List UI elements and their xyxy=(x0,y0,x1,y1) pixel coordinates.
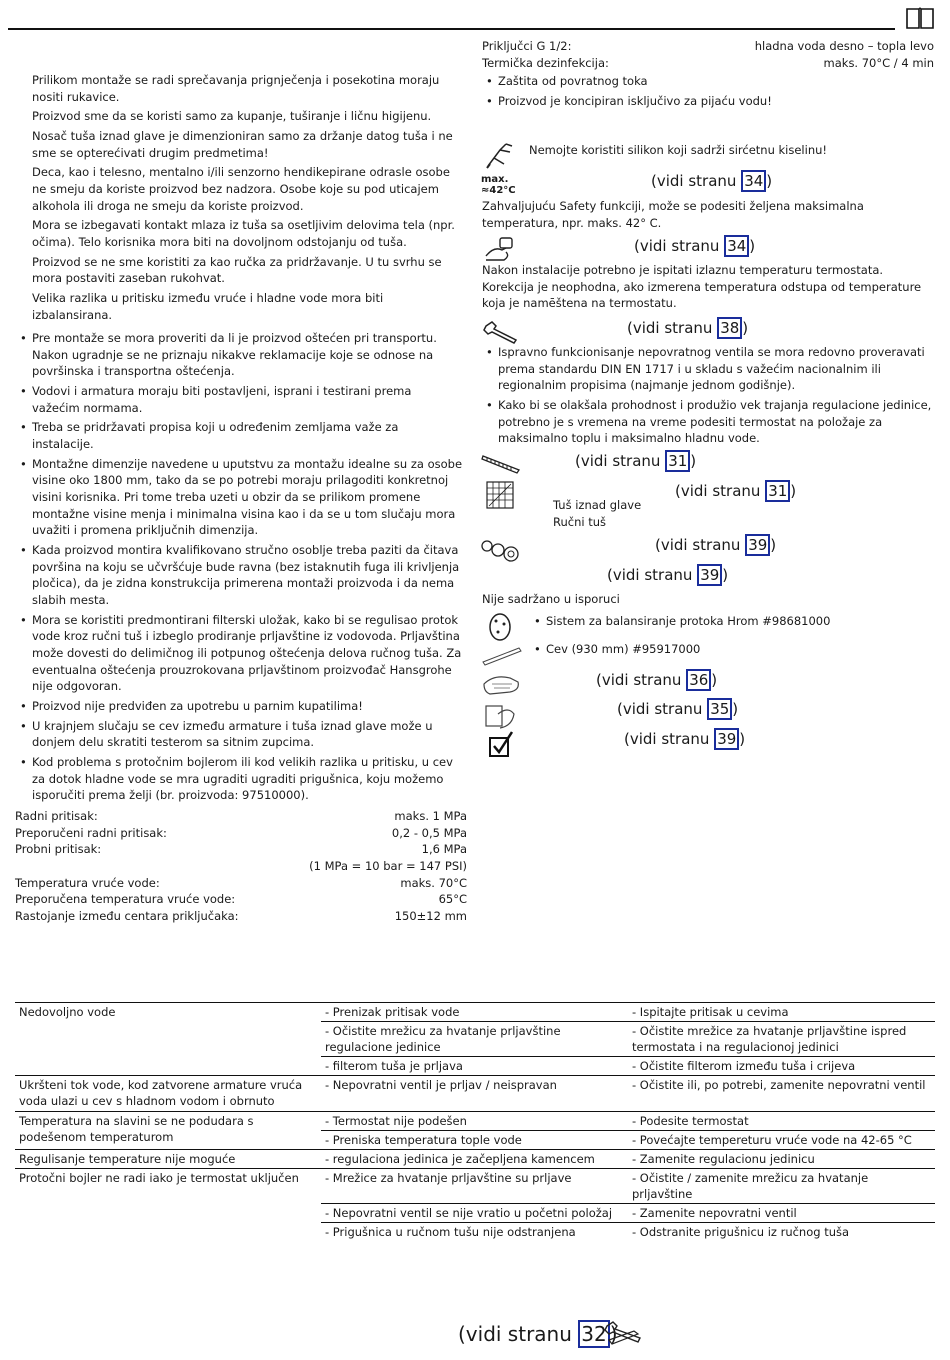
remedy-cell: - Povećajte tempereturu vruće vode na 42-65 °C xyxy=(628,1130,935,1149)
page-ref[interactable]: (vidi stranu 31 ) xyxy=(575,452,697,470)
tech-row xyxy=(15,841,467,858)
max-temp-icon xyxy=(481,175,516,196)
problem-cell: Ukršteni tok vode, kod zatvorene armature vruća voda ulazi u cev s hladnom vodom i obrnuto xyxy=(15,1076,321,1111)
tech-row xyxy=(15,825,467,842)
accessory-list xyxy=(530,613,930,633)
pipe-icon xyxy=(481,646,523,666)
list-item: • Kako bi se olakšala prohodnost i produžio vek trajanja regulacione jedinice, potrebno je s vremena na vreme podesiti termostat na položaje za maksimalno toplu i maksimalno hladnu vode. xyxy=(482,397,934,447)
tech-value: maks. 1 MPa xyxy=(394,809,467,823)
cause-cell: - Termostat nije podešen xyxy=(321,1111,628,1130)
page-ref-number[interactable]: 38 xyxy=(717,317,742,339)
max-icon-temp: ≈42°C xyxy=(481,184,516,196)
problem-cell: Regulisanje temperature nije moguće xyxy=(15,1149,321,1168)
cleaning-hand-icon xyxy=(482,670,522,698)
cause-cell: - Mrežice za hvatanje prljavštine su prljave xyxy=(321,1168,628,1203)
disinfection-value: maks. 70°C / 4 min xyxy=(823,55,934,70)
cause-cell: - filterom tuša je prljava xyxy=(321,1057,628,1076)
tech-row xyxy=(15,808,467,825)
tech-value: 150±12 mm xyxy=(394,909,467,924)
remedy-cell: - Očistite ili, po potrebi, zamenite nepovratni ventil xyxy=(628,1076,935,1111)
connections xyxy=(482,38,934,113)
tech-label: Preporučeni radni pritisak: xyxy=(15,825,167,840)
page-ref[interactable]: (vidi stranu 38 ) xyxy=(627,319,749,337)
page-ref[interactable]: (vidi stranu 39 ) xyxy=(607,566,729,584)
page-ref[interactable]: (vidi stranu 34 ) xyxy=(651,172,773,190)
installation-notes xyxy=(16,330,462,807)
list-item: • Proizvod nije predviđen za upotrebu u parnim kupatilima! xyxy=(16,698,462,715)
table-row xyxy=(15,1168,935,1203)
list-item: • Treba se pridržavati propisa koji u određenim zemljama važe za instalacije. xyxy=(16,419,462,452)
technical-data xyxy=(15,808,467,925)
remedy-cell: - Zamenite regulacionu jedinicu xyxy=(628,1149,935,1168)
note: Deca, kao i telesno, mentalno i/ili senzorno hendikepirane odrasle osobe ne smeju da koriste proizvod bez nadzora. Osobe koje su pod uticajem alkohola ili droga ne smeju da koriste proizvod. xyxy=(32,165,450,213)
list-item: • Ispravno funkcionisanje nepovratnog ventila se mora redovno proveravati prema standardu DIN EN 1717 i u skladu s važećim nacionalnim ili regionalnim propisima (najmanje jednom godišnje). xyxy=(482,344,934,394)
header-rule xyxy=(8,28,895,30)
list-item: • Zaštita od povratnog toka xyxy=(482,73,934,90)
page-ref[interactable]: (vidi stranu 35 ) xyxy=(617,700,739,718)
list-item: • Kod problema s protočnim bojlerom ili kod velikih razlika u pritisku, u cev za dotok hladne vode se mra ugraditi ugraditi prigušnica, koju možemo isporučiti prema želji (br. proizvoda: 97510000). xyxy=(16,754,462,804)
tech-row xyxy=(15,891,467,908)
conn-label: Priključci G 1/2: xyxy=(482,39,572,53)
tech-row xyxy=(15,858,467,875)
page-ref[interactable]: (vidi stranu 31 ) xyxy=(675,482,797,500)
page-ref[interactable]: (vidi stranu 32 ) xyxy=(458,1322,618,1346)
wrench-icon xyxy=(482,320,520,344)
page-ref[interactable]: (vidi stranu 39 ) xyxy=(655,536,777,554)
remedy-cell: - Zamenite nepovratni ventil xyxy=(628,1204,935,1223)
table-row xyxy=(15,1076,935,1111)
not-included-heading: Nije sadržano u isporuci xyxy=(482,592,620,606)
book-icon xyxy=(905,6,935,30)
page-ref-number[interactable]: 31 xyxy=(765,480,790,502)
note: Prilikom montaže se radi sprečavanja prignječenja i posekotina moraju nositi rukavice. xyxy=(32,73,440,104)
remedy-cell: - Očistite / zamenite mrežicu za hvatanje prljavštine xyxy=(628,1168,935,1203)
note: Mora se izbegavati kontakt mlaza iz tuša sa osetljivim delovima tela (npr. očima). Telo korisnika mora biti na dovoljnom odstojanju od tuša. xyxy=(32,218,455,250)
list-item: • Proizvod je koncipiran isključivo za pijaću vodu! xyxy=(482,93,934,110)
tech-value: (1 MPa = 10 bar = 147 PSI) xyxy=(309,859,467,874)
list-item: • Montažne dimenzije navedene u uputstvu za montažu idealne su za osobe visine oko 1800 mm, tako da se po potrebi moraju prilagoditi konkretnoj visini korisnika. Pri tome treba uzeti u obzir da se prilikom promene montažne visine menja i minimalna visina kao i da se u tom slučaju mora uvažiti i promena priključnih dimenzija. xyxy=(16,456,462,539)
tech-value: 0,2 - 0,5 MPa xyxy=(391,825,467,840)
dimension-drawing-icon xyxy=(486,481,514,509)
problem-cell: Protočni bojler ne radi iako je termostat uključen xyxy=(15,1168,321,1241)
cause-cell: - Prigušnica u ručnom tušu nije odstranjena xyxy=(321,1223,628,1242)
list-item: • Mora se koristiti predmontirani filterski uložak, kako bi se regulisao protok vode kroz ručni tuš i izbeglo prodiranje prljavštine iz vodovoda. Prljavština može dovesti do delimičnog ili potpunog oštećenja delova ručnog tuša. Za eventualna oštećenja prouzrokovana prljavštinom proizvođač Hansgrohe nije odgovoran. xyxy=(16,612,462,695)
accessory-list xyxy=(530,641,930,661)
page-ref-number[interactable]: 39 xyxy=(714,728,739,750)
thermostat-check-text: Nakon instalacije potrebno je ispitati izlaznu temperaturu termostata. Korekcija je neophodna, ako izmerena temperatura odstupa od temperature koja je namēštena na termostatu. xyxy=(482,263,922,311)
tech-value: 65°C xyxy=(438,892,467,907)
checkbox-icon xyxy=(488,730,514,758)
cause-cell: - regulaciona jedinica je začepljena kamencem xyxy=(321,1149,628,1168)
page-ref-number[interactable]: 34 xyxy=(741,170,766,192)
shower-label-overhead: Tuš iznad glave xyxy=(553,498,642,512)
cause-cell: - Očistite mrežicu za hvatanje prljavštine regulacione jedinice xyxy=(321,1022,628,1057)
tech-row xyxy=(15,875,467,892)
remedy-cell: - Odstranite prigušnicu iz ručnog tuša xyxy=(628,1223,935,1242)
troubleshooting-table xyxy=(15,1002,935,1241)
page-ref-number[interactable]: 39 xyxy=(745,534,770,556)
remedy-cell: - Očistite filterom između tuša i crijeva xyxy=(628,1057,935,1076)
safety-notes xyxy=(32,72,464,326)
safety-function-text: Zahvaljujuću Safety funkciji, može se podesiti željena maksimalna temperatura, npr. maks. 42° C. xyxy=(482,199,864,230)
list-item: • U krajnjem slučaju se cev između armature i tuša iznad glave može u donjem delu skratiti testerom sa sitnim zupcima. xyxy=(16,718,462,751)
page-ref-number[interactable]: 36 xyxy=(686,669,711,691)
remedy-cell: - Ispitajte pritisak u cevima xyxy=(632,1005,789,1019)
tech-row xyxy=(15,908,467,925)
page-ref-number[interactable]: 31 xyxy=(665,450,690,472)
table-row xyxy=(15,1003,935,1022)
tech-label: Probni pritisak: xyxy=(15,842,102,857)
page-ref-number[interactable]: 32 xyxy=(578,1320,609,1348)
page-ref[interactable]: (vidi stranu 36 ) xyxy=(596,671,718,689)
cause-cell: - Nepovratni ventil je prljav / neispravan xyxy=(321,1076,628,1111)
page-ref[interactable]: (vidi stranu 34 ) xyxy=(634,237,756,255)
conn-value: hladna voda desno – topla levo xyxy=(754,39,934,53)
tech-label: Preporučena temperatura vruće vode: xyxy=(15,892,236,907)
page-ref-number[interactable]: 39 xyxy=(697,564,722,586)
table-row xyxy=(15,1149,935,1168)
cause-cell: - Preniska temperatura tople vode xyxy=(321,1130,628,1149)
cause-cell: - Prenizak pritisak vode xyxy=(325,1005,460,1019)
max-icon-label: max. xyxy=(481,174,509,185)
page-ref-number[interactable]: 34 xyxy=(724,235,749,257)
maintenance-notes xyxy=(482,344,934,450)
disinfection-label: Termička dezinfekcija: xyxy=(482,55,609,70)
remedy-cell: - Očistite mrežice za hvatanje prljavštine ispred termostata i na regulacionoj jedinici xyxy=(628,1022,935,1057)
wrench-icon xyxy=(604,1320,644,1346)
tech-value: 1,6 MPa xyxy=(421,842,467,857)
note: Nosač tuša iznad glave je dimenzioniran samo za držanje datog tuša i ne sme se opterećivati drugim predmetima! xyxy=(32,129,453,160)
page-ref[interactable]: (vidi stranu 39 ) xyxy=(624,730,746,748)
ruler-icon xyxy=(481,452,521,474)
list-item: • Cev (930 mm) #95917000 xyxy=(530,641,930,658)
table-row xyxy=(15,1111,935,1130)
tech-label: Temperatura vruće vode: xyxy=(15,875,160,890)
list-item: • Pre montaže se mora proveriti da li je proizvod oštećen pri transportu. Nakon ugradnje se ne priznaju nikakve reklamacije koje se odnose na površinska i transportna oštećenja. xyxy=(16,330,462,380)
page-ref-number[interactable]: 35 xyxy=(707,698,732,720)
list-item: • Kada proizvod montira kvalifikovano stručno osoblje treba paziti da čitava površina na koju se učvršćuje bude ravna (bez istaknutih fuga ili krivljenja pločica), da je zidna konstrukcija primerena montaži proizvoda i da nema slabih mesta. xyxy=(16,542,462,609)
silicone-gun-icon xyxy=(484,140,516,170)
silicone-warning: Nemojte koristiti silikon koji sadrži sirćetnu kiselinu! xyxy=(529,143,828,157)
flow-balancer-icon xyxy=(487,612,513,642)
note: Proizvod se ne sme koristiti za kao ručka za pridržavanje. U tu svrhu se mora postaviti zaseban rukohvat. xyxy=(32,254,442,286)
problem-cell: Temperatura na slavini se ne podudara s podešenom temperaturom xyxy=(15,1111,321,1149)
tech-label: Rastojanje između centara priključaka: xyxy=(15,909,239,924)
thermostat-hand-icon xyxy=(484,236,516,264)
remedy-cell: - Podesite termostat xyxy=(628,1111,935,1130)
list-item: • Sistem za balansiranje protoka Hrom #98681000 xyxy=(530,613,930,630)
tech-label: Radni pritisak: xyxy=(15,809,98,823)
spare-parts-icon xyxy=(481,538,521,564)
note: Velika razlika u pritisku između vruće i hladne vode mora biti izbalansirana. xyxy=(32,291,384,322)
list-item: • Vodovi i armatura moraju biti postavljeni, isprani i testirani prema važećim normama. xyxy=(16,383,462,416)
shower-label-hand: Ručni tuš xyxy=(553,515,607,529)
tech-value: maks. 70°C xyxy=(400,875,467,890)
cause-cell: - Nepovratni ventil se nije vratio u početni položaj xyxy=(321,1204,628,1223)
descaling-icon xyxy=(484,700,516,730)
problem-cell: Nedovoljno vode xyxy=(19,1005,116,1019)
note: Proizvod sme da se koristi samo za kupanje, tuširanje i ličnu higijenu. xyxy=(32,109,432,124)
